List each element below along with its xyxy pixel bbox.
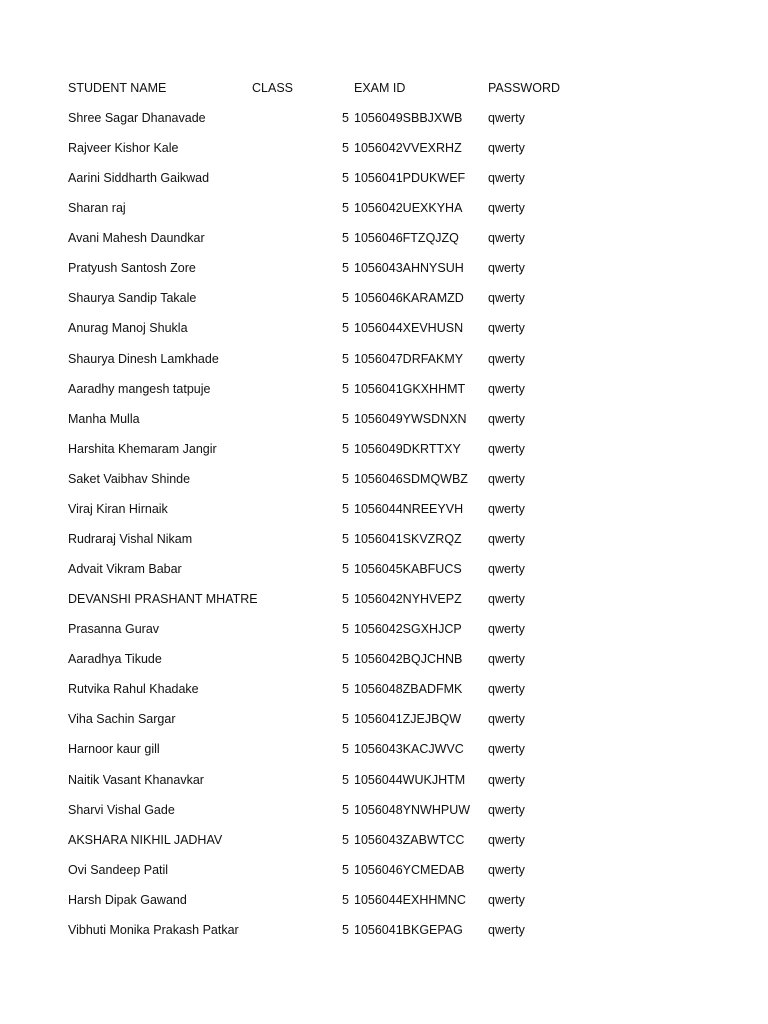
table-row — [0, 561, 768, 591]
password-cell: qwerty — [488, 833, 525, 847]
class-cell: 5 — [342, 382, 349, 396]
exam-id-cell: 1056043ZABWTCC — [354, 833, 465, 847]
password-cell: qwerty — [488, 502, 525, 516]
table-row — [0, 922, 768, 952]
class-cell: 5 — [342, 231, 349, 245]
password-cell: qwerty — [488, 652, 525, 666]
table-row — [0, 230, 768, 260]
table-row — [0, 862, 768, 892]
exam-id-cell: 1056046KARAMZD — [354, 291, 464, 305]
exam-id-cell: 1056044XEVHUSN — [354, 321, 464, 335]
class-cell: 5 — [342, 863, 349, 877]
header-row — [0, 80, 768, 110]
class-cell: 5 — [342, 261, 349, 275]
class-cell: 5 — [342, 532, 349, 546]
class-cell: 5 — [342, 682, 349, 696]
exam-id-cell: 1056041SKVZRQZ — [354, 532, 462, 546]
exam-id-cell: 1056049YWSDNXN — [354, 412, 467, 426]
table-row — [0, 320, 768, 350]
exam-id-cell: 1056049SBBJXWB — [354, 111, 463, 125]
password-cell: qwerty — [488, 592, 525, 606]
class-cell: 5 — [342, 622, 349, 636]
table-row — [0, 200, 768, 230]
table-row — [0, 411, 768, 441]
student-name-cell: Harnoor kaur gill — [68, 742, 160, 756]
exam-id-cell: 1056044NREEYVH — [354, 502, 464, 516]
exam-id-cell: 1056047DRFAKMY — [354, 352, 464, 366]
student-name-cell: DEVANSHI PRASHANT MHATRE — [68, 592, 258, 606]
password-cell: qwerty — [488, 111, 525, 125]
password-cell: qwerty — [488, 773, 525, 787]
password-cell: qwerty — [488, 682, 525, 696]
table-row — [0, 170, 768, 200]
table-row — [0, 892, 768, 922]
student-name-cell: Ovi Sandeep Patil — [68, 863, 169, 877]
password-cell: qwerty — [488, 622, 525, 636]
table-row — [0, 681, 768, 711]
password-cell: qwerty — [488, 261, 525, 275]
class-cell: 5 — [342, 141, 349, 155]
class-cell: 5 — [342, 773, 349, 787]
student-name-cell: Aaradhy mangesh tatpuje — [68, 382, 211, 396]
password-cell: qwerty — [488, 141, 525, 155]
password-cell: qwerty — [488, 231, 525, 245]
table-row — [0, 591, 768, 621]
table-row — [0, 381, 768, 411]
student-name-cell: Aarini Siddharth Gaikwad — [68, 171, 210, 185]
exam-id-cell: 1056046FTZQJZQ — [354, 231, 459, 245]
password-cell: qwerty — [488, 893, 525, 907]
header-exam-id: EXAM ID — [354, 81, 406, 95]
student-name-cell: Saket Vaibhav Shinde — [68, 472, 191, 486]
table-row — [0, 290, 768, 320]
class-cell: 5 — [342, 592, 349, 606]
password-cell: qwerty — [488, 352, 525, 366]
student-name-cell: Rudraraj Vishal Nikam — [68, 532, 193, 546]
password-cell: qwerty — [488, 712, 525, 726]
password-cell: qwerty — [488, 472, 525, 486]
exam-id-cell: 1056042NYHVEPZ — [354, 592, 462, 606]
exam-id-cell: 1056044WUKJHTM — [354, 773, 466, 787]
exam-id-cell: 1056041GKXHHMT — [354, 382, 466, 396]
password-cell: qwerty — [488, 412, 525, 426]
student-name-cell: Sharvi Vishal Gade — [68, 803, 175, 817]
password-cell: qwerty — [488, 171, 525, 185]
exam-id-cell: 1056048YNWHPUW — [354, 803, 471, 817]
table-row — [0, 651, 768, 681]
class-cell: 5 — [342, 893, 349, 907]
table-row — [0, 621, 768, 651]
table-row — [0, 772, 768, 802]
password-cell: qwerty — [488, 321, 525, 335]
exam-id-cell: 1056042VVEXRHZ — [354, 141, 462, 155]
class-cell: 5 — [342, 833, 349, 847]
student-name-cell: Viha Sachin Sargar — [68, 712, 176, 726]
class-cell: 5 — [342, 201, 349, 215]
student-name-cell: Prasanna Gurav — [68, 622, 160, 636]
class-cell: 5 — [342, 742, 349, 756]
exam-id-cell: 1056041ZJEJBQW — [354, 712, 461, 726]
student-name-cell: Anurag Manoj Shukla — [68, 321, 188, 335]
class-cell: 5 — [342, 803, 349, 817]
exam-id-cell: 1056043KACJWVC — [354, 742, 464, 756]
class-cell: 5 — [342, 291, 349, 305]
student-name-cell: Naitik Vasant Khanavkar — [68, 773, 204, 787]
password-cell: qwerty — [488, 532, 525, 546]
password-cell: qwerty — [488, 382, 525, 396]
table-row — [0, 351, 768, 381]
class-cell: 5 — [342, 111, 349, 125]
table-row — [0, 471, 768, 501]
password-cell: qwerty — [488, 742, 525, 756]
exam-id-cell: 1056042SGXHJCP — [354, 622, 462, 636]
student-name-cell: Manha Mulla — [68, 412, 140, 426]
student-name-cell: Aaradhya Tikude — [68, 652, 162, 666]
table-row — [0, 802, 768, 832]
password-cell: qwerty — [488, 201, 525, 215]
exam-id-cell: 1056046YCMEDAB — [354, 863, 465, 877]
password-cell: qwerty — [488, 863, 525, 877]
student-name-cell: Harsh Dipak Gawand — [68, 893, 187, 907]
class-cell: 5 — [342, 412, 349, 426]
exam-id-cell: 1056048ZBADFMK — [354, 682, 463, 696]
password-cell: qwerty — [488, 803, 525, 817]
student-name-cell: Shree Sagar Dhanavade — [68, 111, 206, 125]
exam-id-cell: 1056044EXHHMNC — [354, 893, 466, 907]
table-row — [0, 260, 768, 290]
student-name-cell: Shaurya Sandip Takale — [68, 291, 197, 305]
exam-id-cell: 1056045KABFUCS — [354, 562, 462, 576]
table-row — [0, 501, 768, 531]
exam-id-cell: 1056041BKGEPAG — [354, 923, 463, 937]
student-name-cell: Sharan raj — [68, 201, 126, 215]
class-cell: 5 — [342, 652, 349, 666]
student-name-cell: Rajveer Kishor Kale — [68, 141, 179, 155]
table-row — [0, 531, 768, 561]
class-cell: 5 — [342, 352, 349, 366]
table-row — [0, 140, 768, 170]
class-cell: 5 — [342, 171, 349, 185]
class-cell: 5 — [342, 923, 349, 937]
student-name-cell: Rutvika Rahul Khadake — [68, 682, 199, 696]
exam-id-cell: 1056042BQJCHNB — [354, 652, 463, 666]
password-cell: qwerty — [488, 442, 525, 456]
class-cell: 5 — [342, 472, 349, 486]
table-row — [0, 441, 768, 471]
header-password: PASSWORD — [488, 81, 560, 95]
student-name-cell: Shaurya Dinesh Lamkhade — [68, 352, 219, 366]
student-name-cell: Vibhuti Monika Prakash Patkar — [68, 923, 239, 937]
student-name-cell: AKSHARA NIKHIL JADHAV — [68, 833, 223, 847]
exam-id-cell: 1056046SDMQWBZ — [354, 472, 468, 486]
header-student-name: STUDENT NAME — [68, 81, 167, 95]
student-name-cell: Advait Vikram Babar — [68, 562, 182, 576]
password-cell: qwerty — [488, 923, 525, 937]
exam-id-cell: 1056042UEXKYHA — [354, 201, 463, 215]
exam-id-cell: 1056049DKRTTXY — [354, 442, 461, 456]
password-cell: qwerty — [488, 291, 525, 305]
password-cell: qwerty — [488, 562, 525, 576]
exam-id-cell: 1056043AHNYSUH — [354, 261, 464, 275]
table-row — [0, 110, 768, 140]
student-name-cell: Viraj Kiran Hirnaik — [68, 502, 168, 516]
exam-id-cell: 1056041PDUKWEF — [354, 171, 466, 185]
class-cell: 5 — [342, 562, 349, 576]
class-cell: 5 — [342, 442, 349, 456]
student-name-cell: Avani Mahesh Daundkar — [68, 231, 205, 245]
table-row — [0, 832, 768, 862]
student-name-cell: Harshita Khemaram Jangir — [68, 442, 217, 456]
table-row — [0, 741, 768, 771]
table-row — [0, 711, 768, 741]
student-name-cell: Pratyush Santosh Zore — [68, 261, 196, 275]
class-cell: 5 — [342, 502, 349, 516]
class-cell: 5 — [342, 321, 349, 335]
header-class: CLASS — [252, 81, 293, 95]
class-cell: 5 — [342, 712, 349, 726]
